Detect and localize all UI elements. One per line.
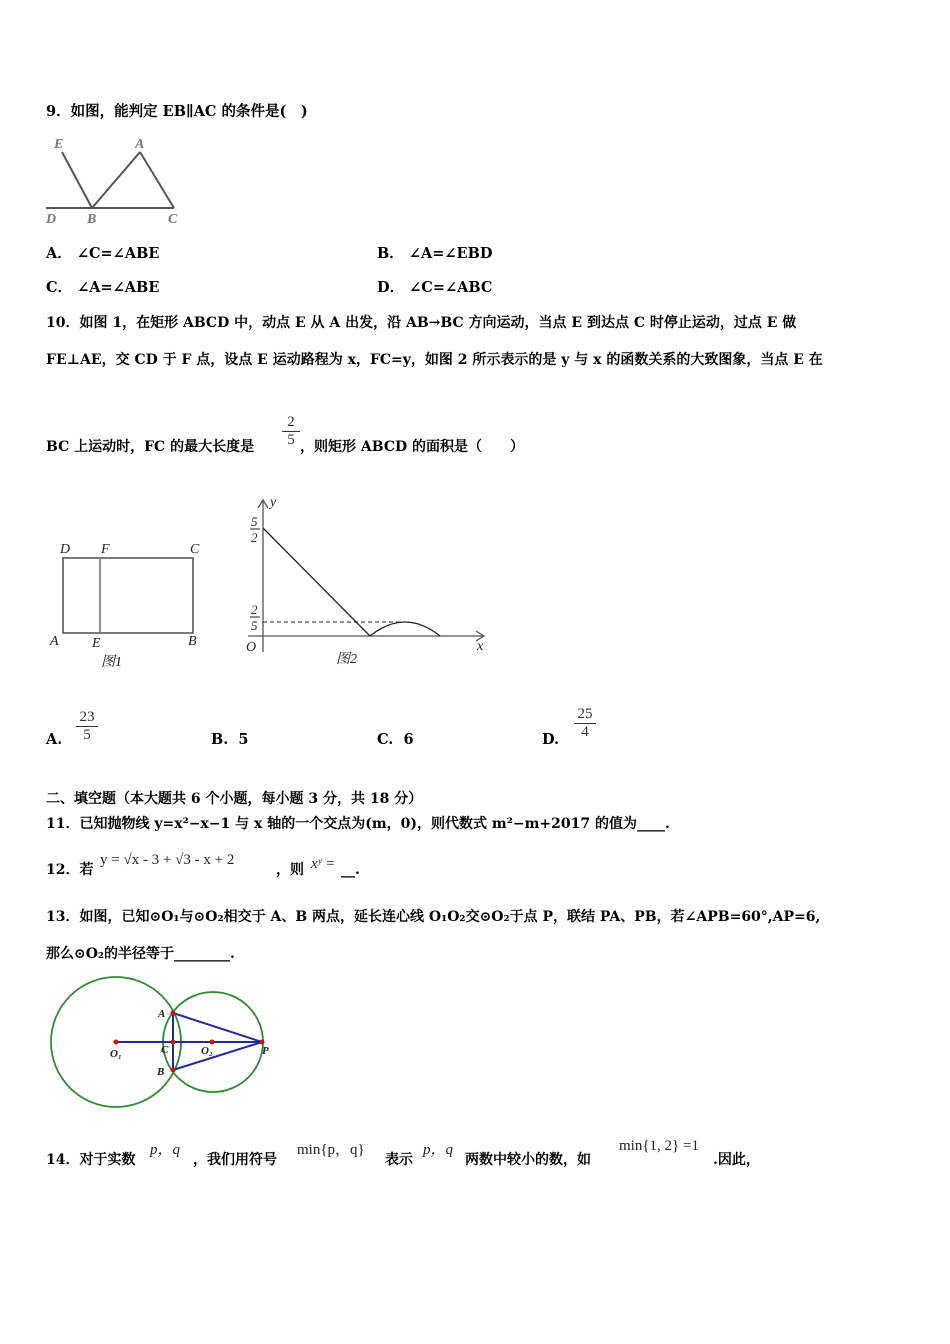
q10-line1: 10．如图 1，在矩形 ABCD 中，动点 E 从 A 出发，沿 AB→BC 方向运动，当点 E 到达点 C 时停止运动，过点 E 做 (46, 315, 797, 331)
label-b: B (87, 212, 97, 227)
q9-stem: 9．如图，能判定 EB∥AC 的条件是( ) (46, 103, 308, 120)
denominator: 5 (287, 432, 295, 448)
segment-bp (173, 1042, 262, 1070)
label-b: B (157, 1066, 165, 1078)
label-d: D (46, 212, 57, 227)
segment-ap (173, 1013, 262, 1042)
point-c (171, 1040, 176, 1045)
q14-part1: 14．对于实数 (46, 1152, 136, 1168)
q12-power: xʸ = (311, 856, 336, 872)
option-key: B. (211, 731, 229, 748)
q10-option-d-key[interactable]: D. (542, 731, 560, 748)
tick-5-over-2-num: 5 (251, 514, 258, 529)
option-text: ∠C=∠ABC (409, 279, 493, 296)
tick-2-over-5-num: 2 (251, 602, 258, 617)
option-text: 6 (403, 731, 414, 748)
q14-part2: ，我们用符号 (193, 1152, 277, 1168)
label-f: F (101, 542, 110, 557)
q14-part4: 两数中较小的数，如 (465, 1152, 591, 1168)
q14-part5: .因此， (713, 1152, 760, 1168)
q12-mid: ，则 (276, 862, 304, 878)
q14-min-symbol: min{p，q} (297, 1142, 365, 1158)
denominator: 4 (581, 724, 589, 740)
q10-line2: FE⊥AE，交 CD 于 F 点，设点 E 运动路程为 x，FC=y，如图 2 所示表示的是 y 与 x 的函数关系的大致图象，当点 E 在 (46, 352, 823, 368)
q12-formula: y = √x - 3 + √3 - x + 2 (100, 852, 235, 868)
option-key: D． (377, 279, 405, 296)
label-a: A (135, 137, 145, 152)
numerator: 2 (282, 414, 300, 432)
tick-2-over-5-den: 5 (251, 618, 258, 633)
label-c: C (168, 212, 178, 227)
q12-blank: __. (341, 862, 360, 878)
option-text: ∠A=∠EBD (408, 245, 493, 262)
label-c: C (161, 1044, 169, 1056)
label-e: E (92, 636, 101, 651)
section-heading: 二、填空题（本大题共 6 个小题，每小题 3 分，共 18 分） (46, 791, 423, 807)
label-o1: O₁ (110, 1048, 122, 1060)
q13-line1: 13．如图，已知⊙O₁与⊙O₂相交于 A、B 两点，延长连心线 O₁O₂交⊙O₂于点 P，联结 PA、PB，若∠APB=60°,AP=6, (46, 909, 821, 925)
option-text: ∠A=∠ABE (77, 279, 160, 296)
numerator: 23 (76, 709, 98, 727)
option-text: ∠C=∠ABE (76, 245, 160, 262)
y-axis-label: y (270, 495, 277, 510)
q10-option-a-key[interactable]: A. (46, 731, 63, 748)
label-a: A (50, 634, 59, 649)
label-o2: O₂ (201, 1045, 213, 1057)
point-o2 (210, 1040, 215, 1045)
label-p: P (262, 1045, 269, 1057)
label-d: D (60, 542, 71, 557)
q11-text: 11．已知抛物线 y=x²−x−1 与 x 轴的一个交点为(m，0)，则代数式 m²−m+2017 的值为____. (46, 816, 670, 832)
point-p (260, 1040, 265, 1045)
option-key: B． (377, 245, 404, 262)
option-text: 5 (238, 731, 249, 748)
label-b: B (188, 634, 197, 649)
q10-line3-before: BC 上运动时，FC 的最大长度是 (46, 439, 255, 455)
denominator: 5 (83, 727, 91, 743)
option-key: C． (46, 279, 73, 296)
label-a: A (158, 1008, 166, 1020)
q14-pq: p，q (150, 1142, 181, 1158)
option-key: C. (377, 731, 394, 748)
numerator: 25 (574, 706, 596, 724)
point-a (171, 1011, 176, 1016)
point-b (171, 1068, 176, 1073)
figure2-caption: 图2 (336, 652, 357, 667)
label-e: E (54, 137, 64, 152)
option-key: A． (46, 245, 72, 262)
q14-part3: 表示 (385, 1152, 413, 1168)
q10-line3-after: ，则矩形 ABCD 的面积是（ ） (300, 439, 524, 455)
origin-label: O (246, 640, 257, 655)
q14-example: min{1, 2} =1 (619, 1138, 699, 1154)
label-c: C (190, 542, 200, 557)
q14-pq-2: p，q (423, 1142, 454, 1158)
tick-5-over-2-den: 2 (251, 530, 258, 545)
x-axis-label: x (477, 639, 484, 654)
q13-line2: 那么⊙O₂的半径等于________. (46, 946, 235, 962)
q12-prefix: 12．若 (46, 862, 94, 878)
figure1-caption: 图1 (101, 655, 122, 670)
point-o1 (114, 1040, 119, 1045)
